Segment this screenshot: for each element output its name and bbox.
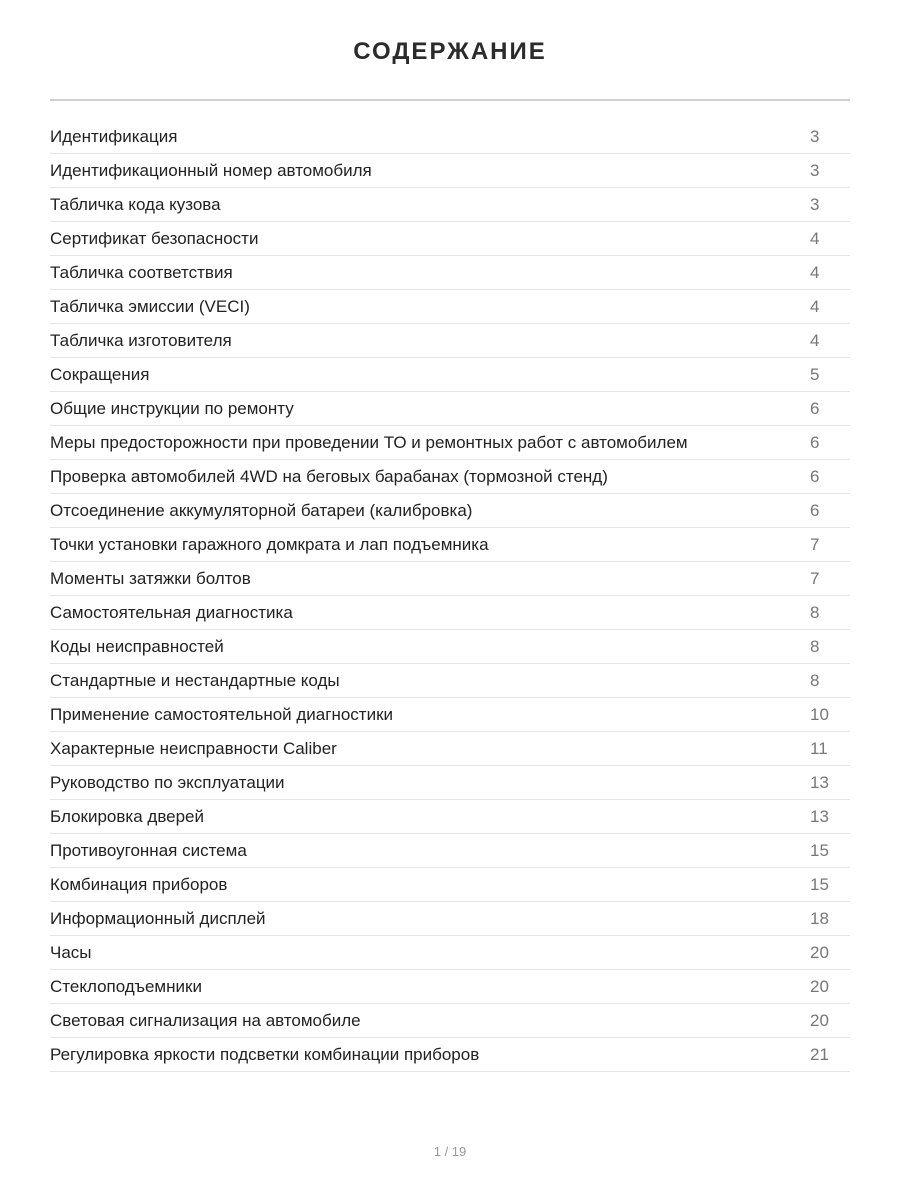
toc-entry-page-number: 20: [810, 1010, 829, 1030]
toc-entry[interactable]: [50, 358, 850, 392]
toc-entry-label[interactable]: Блокировка дверей: [50, 806, 205, 826]
toc-entry[interactable]: [50, 324, 850, 358]
toc-entry[interactable]: [50, 154, 850, 188]
toc-entry[interactable]: [50, 426, 850, 460]
toc-entry[interactable]: [50, 290, 850, 324]
page-title: СОДЕРЖАНИЕ: [353, 38, 547, 65]
toc-entry-label[interactable]: Идентификация: [50, 126, 178, 146]
toc-entry-page-number: 8: [810, 636, 820, 656]
toc-entry[interactable]: [50, 528, 850, 562]
toc-entry-label[interactable]: Меры предосторожности при проведении ТО и ремонтных работ с автомобилем: [50, 432, 688, 452]
toc-entry-page-number: 10: [810, 704, 829, 724]
toc-entry-page-number: 18: [810, 908, 829, 928]
toc-entry-page-number: 3: [810, 160, 820, 180]
toc-entry[interactable]: [50, 562, 850, 596]
toc-entry[interactable]: [50, 392, 850, 426]
toc-entry-page-number: 4: [810, 262, 820, 282]
toc-entry-page-number: 8: [810, 670, 820, 690]
toc-entry-label[interactable]: Табличка соответствия: [50, 262, 233, 282]
table-of-contents: [50, 120, 850, 1072]
toc-entry[interactable]: [50, 222, 850, 256]
toc-entry[interactable]: [50, 970, 850, 1004]
toc-entry-page-number: 6: [810, 432, 820, 452]
toc-entry-label[interactable]: Идентификационный номер автомобиля: [50, 160, 372, 180]
toc-entry-page-number: 4: [810, 330, 820, 350]
toc-entry-page-number: 21: [810, 1044, 829, 1064]
toc-entry-page-number: 13: [810, 772, 829, 792]
toc-entry[interactable]: [50, 732, 850, 766]
toc-entry[interactable]: [50, 834, 850, 868]
toc-entry[interactable]: [50, 494, 850, 528]
toc-entry[interactable]: [50, 664, 850, 698]
title-divider: [50, 99, 850, 101]
toc-entry[interactable]: [50, 698, 850, 732]
toc-entry-page-number: 5: [810, 364, 820, 384]
toc-entry-label[interactable]: Руководство по эксплуатации: [50, 772, 285, 792]
toc-entry-label[interactable]: Отсоединение аккумуляторной батареи (калибровка): [50, 500, 473, 520]
toc-entry-page-number: 20: [810, 942, 829, 962]
toc-entry-page-number: 6: [810, 466, 820, 486]
toc-entry[interactable]: [50, 256, 850, 290]
toc-entry[interactable]: [50, 630, 850, 664]
toc-entry-page-number: 3: [810, 126, 820, 146]
toc-entry-page-number: 11: [810, 738, 828, 758]
toc-entry-page-number: 6: [810, 500, 820, 520]
toc-entry-page-number: 20: [810, 976, 829, 996]
toc-entry-page-number: 4: [810, 228, 820, 248]
toc-entry-page-number: 4: [810, 296, 820, 316]
toc-entry-label[interactable]: Общие инструкции по ремонту: [50, 398, 294, 418]
toc-entry-label[interactable]: Коды неисправностей: [50, 636, 224, 656]
toc-entry-label[interactable]: Моменты затяжки болтов: [50, 568, 251, 588]
toc-entry-label[interactable]: Комбинация приборов: [50, 874, 228, 894]
toc-entry-label[interactable]: Противоугонная система: [50, 840, 247, 860]
toc-entry-label[interactable]: Сертификат безопасности: [50, 228, 259, 248]
toc-entry-label[interactable]: Информационный дисплей: [50, 908, 266, 928]
toc-entry[interactable]: [50, 596, 850, 630]
toc-entry[interactable]: [50, 868, 850, 902]
page-indicator: 1 / 19: [433, 1144, 467, 1159]
toc-entry[interactable]: [50, 902, 850, 936]
toc-entry[interactable]: [50, 766, 850, 800]
toc-entry[interactable]: [50, 800, 850, 834]
toc-entry-page-number: 7: [810, 534, 820, 554]
toc-entry-label[interactable]: Табличка изготовителя: [50, 330, 232, 350]
toc-entry-page-number: 7: [810, 568, 820, 588]
toc-entry-page-number: 13: [810, 806, 829, 826]
toc-entry[interactable]: [50, 1004, 850, 1038]
toc-entry-page-number: 8: [810, 602, 820, 622]
toc-entry[interactable]: [50, 1038, 850, 1072]
toc-entry-page-number: 15: [810, 840, 829, 860]
toc-entry-label[interactable]: Применение самостоятельной диагностики: [50, 704, 394, 724]
toc-entry[interactable]: [50, 188, 850, 222]
toc-entry-label[interactable]: Табличка кода кузова: [50, 194, 221, 214]
toc-entry-label[interactable]: Сокращения: [50, 364, 150, 384]
toc-entry-label[interactable]: Часы: [50, 942, 92, 962]
toc-entry-page-number: 3: [810, 194, 820, 214]
toc-entry-label[interactable]: Стандартные и нестандартные коды: [50, 670, 340, 690]
toc-entry-label[interactable]: Табличка эмиссии (VECI): [50, 296, 250, 316]
toc-entry[interactable]: [50, 120, 850, 154]
toc-entry-page-number: 6: [810, 398, 820, 418]
toc-entry-label[interactable]: Самостоятельная диагностика: [50, 602, 293, 622]
toc-entry-label[interactable]: Характерные неисправности Caliber: [50, 738, 337, 758]
toc-entry-label[interactable]: Регулировка яркости подсветки комбинации приборов: [50, 1044, 480, 1064]
toc-entry-label[interactable]: Стеклоподъемники: [50, 976, 202, 996]
toc-entry-label[interactable]: Точки установки гаражного домкрата и лап подъемника: [50, 534, 489, 554]
toc-entry-page-number: 15: [810, 874, 829, 894]
toc-entry[interactable]: [50, 460, 850, 494]
toc-entry-label[interactable]: Световая сигнализация на автомобиле: [50, 1010, 361, 1030]
toc-entry-label[interactable]: Проверка автомобилей 4WD на беговых барабанах (тормозной стенд): [50, 466, 608, 486]
toc-entry[interactable]: [50, 936, 850, 970]
